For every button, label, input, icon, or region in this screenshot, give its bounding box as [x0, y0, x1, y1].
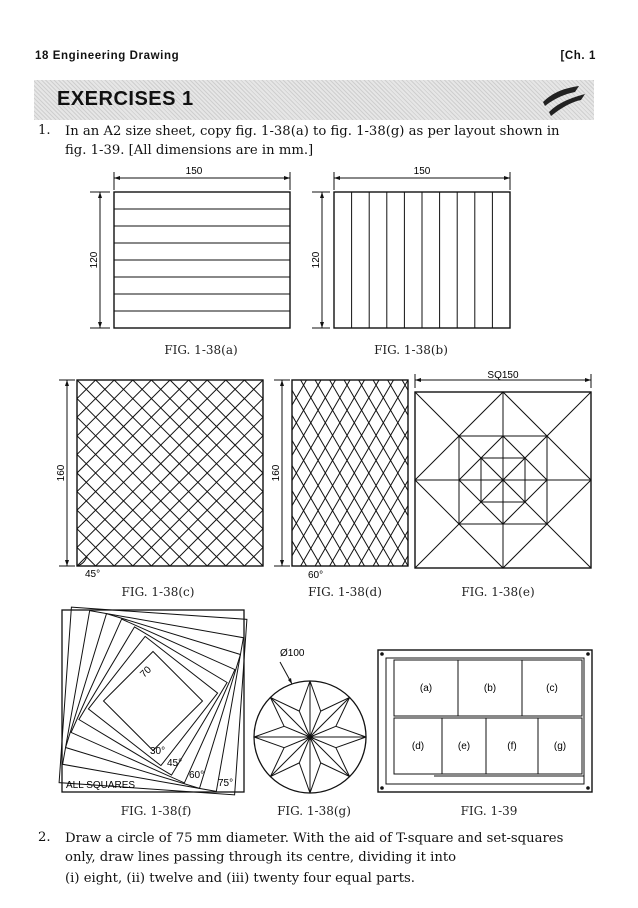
hatch-line	[55, 380, 226, 566]
fig-e-caption: FIG. 1-38(e)	[461, 585, 535, 599]
fig-f-angle-75: 75°	[218, 778, 234, 789]
hatch-line	[55, 380, 170, 566]
exercises-title: EXERCISES 1	[57, 88, 194, 110]
rotated-square	[59, 607, 247, 795]
star-edge	[336, 737, 366, 748]
fig-b-height-label: 120	[311, 251, 322, 269]
fig-d-caption: FIG. 1-38(d)	[308, 585, 382, 599]
star-ray	[310, 737, 350, 777]
hatch-line	[55, 380, 189, 566]
fig-a-width-label: 150	[185, 166, 203, 177]
hatch-line	[170, 380, 270, 566]
exercise-2-line3: (i) eight, (ii) twelve and (iii) twenty four equal parts.	[65, 871, 415, 886]
hatch-line	[55, 380, 151, 566]
fig-d-height-label: 160	[271, 464, 282, 482]
exercise-1-line2: fig. 1-39. [All dimensions are in mm.]	[65, 143, 314, 158]
hatch-line	[244, 380, 270, 566]
star-edge	[321, 763, 350, 777]
star-ray	[310, 697, 350, 737]
star-ray	[270, 697, 310, 737]
layout-cell-c: (c)	[546, 683, 558, 694]
hatch-line	[55, 380, 226, 566]
hatch-line	[114, 380, 270, 566]
fig-g-caption: FIG. 1-38(g)	[277, 804, 351, 818]
fig-a-caption: FIG. 1-38(a)	[164, 343, 238, 357]
star-edge	[336, 748, 350, 777]
hatch-line	[133, 380, 270, 566]
fig-f-angle-30: 30°	[150, 746, 166, 757]
figure-1-38b	[308, 160, 518, 340]
hatch-line	[170, 380, 270, 566]
fig-c-caption: FIG. 1-38(c)	[121, 585, 195, 599]
layout-cell-g: (g)	[553, 741, 567, 752]
star-edge	[299, 681, 310, 711]
fig-f-angle-60: 60°	[189, 770, 205, 781]
figure-1-38a	[86, 160, 296, 340]
hatch-line	[263, 380, 270, 566]
hatch-line	[359, 380, 410, 566]
star-edge	[270, 763, 299, 777]
fig-f-note: ALL SQUARES	[66, 780, 136, 791]
running-header-chapter: [Ch. 1	[560, 50, 596, 62]
fig-e-width-label: SQ150	[487, 370, 519, 381]
hatch-line	[189, 380, 270, 566]
figure-1-38e	[405, 366, 600, 581]
star-edge	[310, 681, 321, 711]
fig-f-caption: FIG. 1-38(f)	[120, 804, 192, 818]
fig-g-diameter-label: Ø100	[280, 648, 305, 659]
layout-cell-d: (d)	[411, 741, 425, 752]
rotated-square	[71, 619, 235, 783]
figure-1-38g	[250, 642, 370, 802]
hatch-line	[114, 380, 270, 566]
layout-cell-f: (f)	[507, 741, 517, 752]
hatch-line	[55, 380, 170, 566]
pencil-logo-icon	[535, 80, 595, 120]
fig-b-caption: FIG. 1-38(b)	[374, 343, 448, 357]
figure-1-38c	[55, 370, 270, 585]
exercise-2-line2: only, draw lines passing through its centre, dividing it into	[65, 850, 457, 865]
rotated-square	[104, 652, 203, 751]
hatch-line	[55, 380, 151, 566]
hatch-line	[55, 380, 207, 566]
layout-cell-b: (b)	[483, 683, 497, 694]
star-edge	[254, 737, 284, 748]
hatch-line	[189, 380, 270, 566]
fig-f-angle-45: 45°	[167, 758, 183, 769]
hatch-line	[244, 380, 270, 566]
star-edge	[310, 763, 321, 793]
star-ray	[270, 737, 310, 777]
star-edge	[321, 697, 350, 711]
fig-b-width-label: 150	[413, 166, 431, 177]
hatch-line	[133, 380, 270, 566]
fig-c-height-label: 160	[56, 464, 67, 482]
star-edge	[254, 726, 284, 737]
hatch-line	[359, 380, 410, 566]
fig-c-angle-label: 45°	[85, 569, 101, 580]
hatch-line	[263, 380, 270, 566]
fig-a-height-label: 120	[89, 251, 100, 269]
figure-1-38d	[270, 370, 410, 585]
exercise-1-line1: In an A2 size sheet, copy fig. 1-38(a) to fig. 1-38(g) as per layout shown in	[65, 124, 560, 139]
layout-cell-a: (a)	[419, 683, 433, 694]
hatch-line	[151, 380, 270, 566]
star-edge	[336, 697, 350, 726]
star-edge	[270, 697, 299, 711]
rotated-square	[66, 614, 241, 789]
exercise-2-line1: Draw a circle of 75 mm diameter. With the aid of T-square and set-squares	[65, 831, 564, 846]
hatch-line	[151, 380, 270, 566]
figure-1-39-layout	[374, 646, 596, 796]
star-edge	[336, 726, 366, 737]
hatch-line	[55, 380, 207, 566]
star-edge	[270, 697, 284, 726]
exercise-1-number: 1.	[38, 123, 51, 138]
star-edge	[270, 748, 284, 777]
layout-cell-e: (e)	[457, 741, 471, 752]
hatch-line	[55, 380, 189, 566]
fig-f-side-label: 70	[138, 664, 154, 681]
fig-1-39-caption: FIG. 1-39	[460, 804, 518, 818]
star-edge	[299, 763, 310, 793]
figure-1-38f	[58, 606, 248, 796]
exercise-2-number: 2.	[38, 830, 51, 845]
fig-d-angle-label: 60°	[308, 570, 324, 581]
running-header-title: 18 Engineering Drawing	[35, 50, 180, 62]
